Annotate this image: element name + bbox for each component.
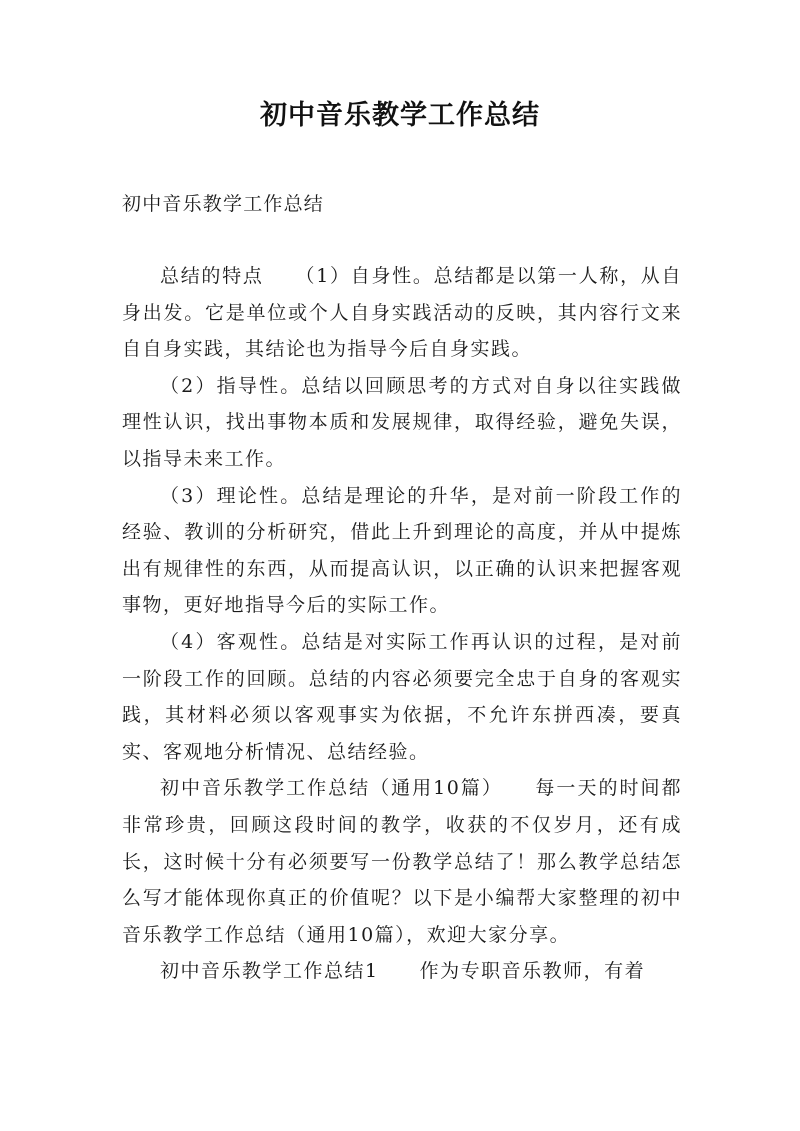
paragraph-guidance: （2）指导性。总结以回顾思考的方式对自身以往实践做理性认识，找出事物本质和发展规律，取得经验，避免失误，以指导未来工作。 <box>122 374 682 470</box>
document-subtitle: 初中音乐教学工作总结 <box>122 193 325 215</box>
paragraph-theory: （3）理论性。总结是理论的升华，是对前一阶段工作的经验、教训的分析研究，借此上升到理论的高度，并从中提炼出有规律性的东西，从而提高认识，以正确的认识来把握客观事物，更好地指导今后的实际工作。 <box>122 484 682 617</box>
paragraph-characteristics-self: 总结的特点 （1）自身性。总结都是以第一人称，从自身出发。它是单位或个人自身实践活动的反映，其内容行文来自自身实践，其结论也为指导今后自身实践。 <box>122 265 682 361</box>
paragraph-summary-1: 初中音乐教学工作总结1 作为专职音乐教师，有着 <box>160 960 646 983</box>
paragraph-introduction: 初中音乐教学工作总结（通用10篇） 每一天的时间都非常珍贵，回顾这段时间的教学，收获的不仅岁月，还有成长，这时候十分有必须要写一份教学总结了！那么教学总结怎么写才能体现你真正的价值呢？以下是小编帮大家整理的初中音乐教学工作总结（通用10篇），欢迎大家分享。 <box>122 777 682 946</box>
document-body <box>122 258 682 990</box>
paragraph-objectivity: （4）客观性。总结是对实际工作再认识的过程，是对前一阶段工作的回顾。总结的内容必须要完全忠于自身的客观实践，其材料必须以客观事实为依据，不允许东拼西凑，要真实、客观地分析情况、总结经验。 <box>122 630 682 763</box>
document-title: 初中音乐教学工作总结 <box>260 100 540 131</box>
